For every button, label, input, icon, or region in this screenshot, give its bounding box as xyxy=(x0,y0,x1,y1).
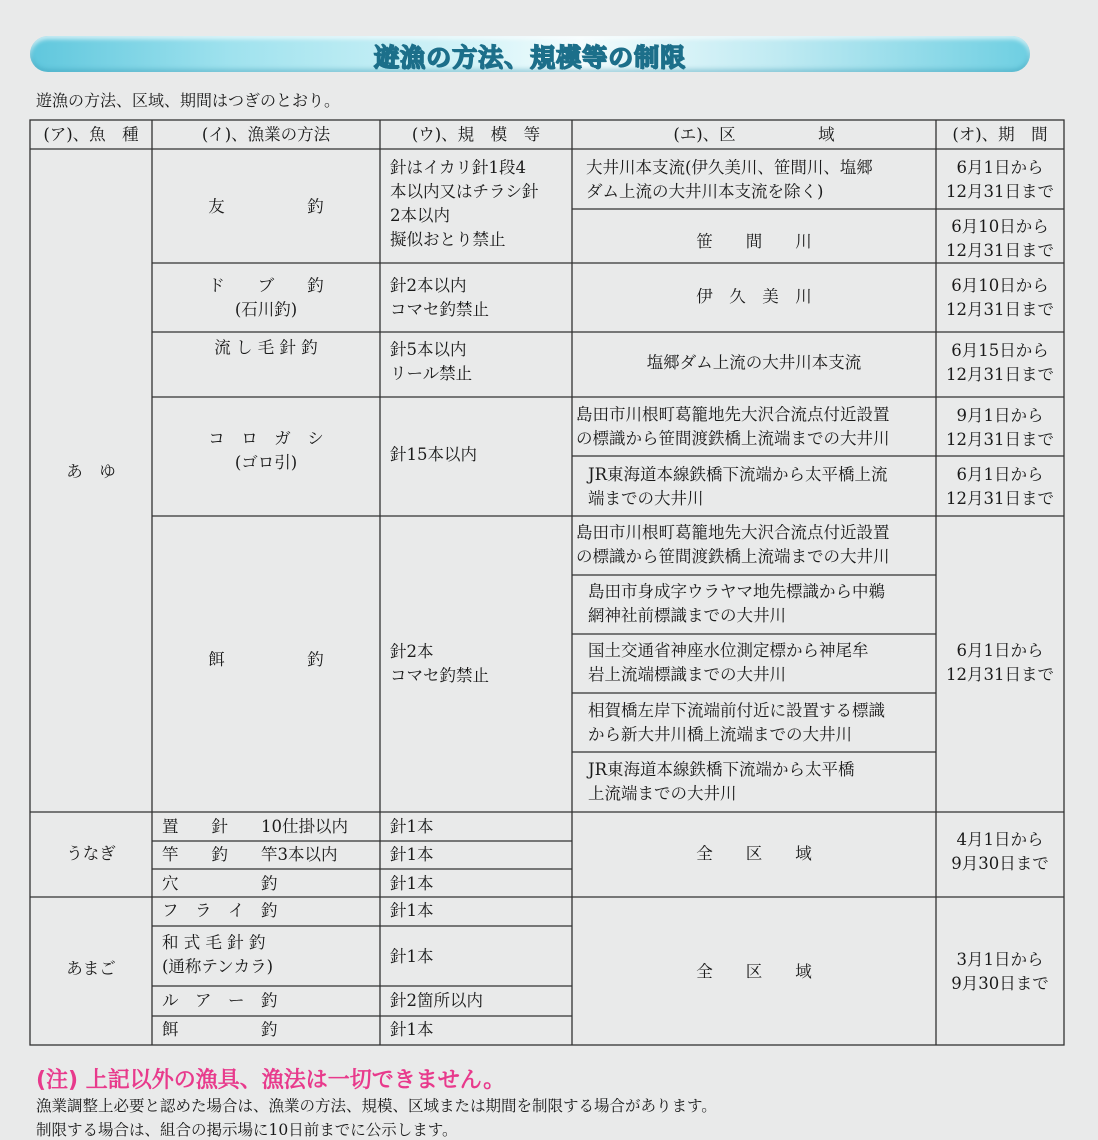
method-amago-1: フ ラ イ 釣 xyxy=(162,901,278,920)
area-tomo-1: 大井川本支流(伊久美川、笹間川、塩郷 ダム上流の大井川本支流を除く) xyxy=(586,158,873,201)
period-tomo-1: 6月1日から 12月31日まで xyxy=(946,158,1054,201)
intro-text: 遊漁の方法、区域、期間はつぎのとおり。 xyxy=(36,91,341,110)
area-tomo-2: 笹 間 川 xyxy=(696,232,812,251)
area-esa-1: 島田市川根町葛籠地先大沢合流点付近設置 の標識から笹間渡鉄橋上流端までの大井川 xyxy=(576,523,890,566)
scale-esa: 針2本 コマセ釣禁止 xyxy=(390,642,489,685)
method-korogashi: コ ロ ガ シ (ゴロ引) xyxy=(208,429,324,472)
fish-unagi: うなぎ xyxy=(66,844,116,863)
area-amago: 全 区 域 xyxy=(696,962,812,981)
area-esa-4: 相賀橋左岸下流端前付近に設置する標識 から新大井川橋上流端までの大井川 xyxy=(588,701,885,744)
period-tomo-2: 6月10日から 12月31日まで xyxy=(946,217,1054,260)
caution-note: (注) 上記以外の漁具、漁法は一切できません。 xyxy=(36,1068,506,1093)
scale-tomo: 針はイカリ針1段4 本以内又はチラシ針 2本以内 擬似おとり禁止 xyxy=(390,158,539,249)
scale-nagashi: 針5本以内 リール禁止 xyxy=(390,340,473,383)
area-nagashi: 塩郷ダム上流の大井川本支流 xyxy=(646,353,862,372)
period-unagi: 4月1日から 9月30日まで xyxy=(951,830,1049,873)
area-korogashi-2: JR東海道本線鉄橋下流端から太平橋上流 端までの大井川 xyxy=(588,465,888,508)
scale-unagi-1: 針1本 xyxy=(390,817,434,836)
method-unagi-3: 穴 釣 xyxy=(162,874,278,893)
period-dobu: 6月10日から 12月31日まで xyxy=(946,276,1054,319)
method-dobu: ド ブ 釣 (石川釣) xyxy=(208,276,324,319)
scale-unagi-3: 針1本 xyxy=(390,874,434,893)
scale-dobu: 針2本以内 コマセ釣禁止 xyxy=(390,276,489,319)
scale-amago-1: 針1本 xyxy=(390,901,434,920)
period-korogashi-2: 6月1日から 12月31日まで xyxy=(946,465,1054,508)
header-area: (エ)、区 域 xyxy=(673,125,835,144)
note-line-1: 漁業調整上必要と認めた場合は、漁業の方法、規模、区域または期間を制限する場合があります。 xyxy=(36,1097,717,1115)
method-tomo: 友 釣 xyxy=(208,197,324,216)
period-korogashi-1: 9月1日から 12月31日まで xyxy=(946,406,1054,449)
area-dobu: 伊 久 美 川 xyxy=(696,287,812,306)
area-korogashi-1: 島田市川根町葛籠地先大沢合流点付近設置 の標識から笹間渡鉄橋上流端までの大井川 xyxy=(576,405,890,448)
area-esa-2: 島田市身成字ウラヤマ地先標識から中鵜 網神社前標識までの大井川 xyxy=(588,582,885,625)
method-esa: 餌 釣 xyxy=(208,650,324,669)
method-amago-4: 餌 釣 xyxy=(162,1020,278,1039)
scale-unagi-2: 針1本 xyxy=(390,845,434,864)
header-method: (イ)、漁業の方法 xyxy=(201,125,331,144)
period-nagashi: 6月15日から 12月31日まで xyxy=(946,341,1054,384)
method-unagi-2: 竿 釣 竿3本以内 xyxy=(162,845,338,864)
method-unagi-1: 置 針 10仕掛以内 xyxy=(162,817,348,836)
header-scale: (ウ)、規 模 等 xyxy=(411,125,541,144)
scale-amago-4: 針1本 xyxy=(390,1020,434,1039)
note-line-2: 制限する場合は、組合の掲示場に10日前までに公示します。 xyxy=(36,1121,458,1139)
period-esa: 6月1日から 12月31日まで xyxy=(946,641,1054,684)
method-amago-3: ル ア ー 釣 xyxy=(162,991,278,1010)
area-esa-5: JR東海道本線鉄橋下流端から太平橋 上流端までの大井川 xyxy=(588,760,855,803)
header-period: (オ)、期 間 xyxy=(952,125,1048,144)
page-title: 遊漁の方法、規模等の制限 xyxy=(373,43,686,72)
period-amago: 3月1日から 9月30日まで xyxy=(951,950,1049,993)
fish-ayu: あ ゆ xyxy=(66,462,116,481)
area-unagi: 全 区 域 xyxy=(696,844,812,863)
area-esa-3: 国土交通省神座水位測定標から神尾牟 岩上流端標識までの大井川 xyxy=(588,641,869,684)
method-amago-2: 和 式 毛 針 釣 (通称テンカラ) xyxy=(162,933,274,976)
scale-amago-3: 針2箇所以内 xyxy=(390,991,483,1010)
fish-amago: あまご xyxy=(66,959,116,978)
scale-amago-2: 針1本 xyxy=(390,947,434,966)
header-fish: (ア)、魚 種 xyxy=(43,125,139,144)
method-nagashi: 流 し 毛 針 釣 xyxy=(214,338,318,357)
scale-korogashi: 針15本以内 xyxy=(390,445,477,464)
